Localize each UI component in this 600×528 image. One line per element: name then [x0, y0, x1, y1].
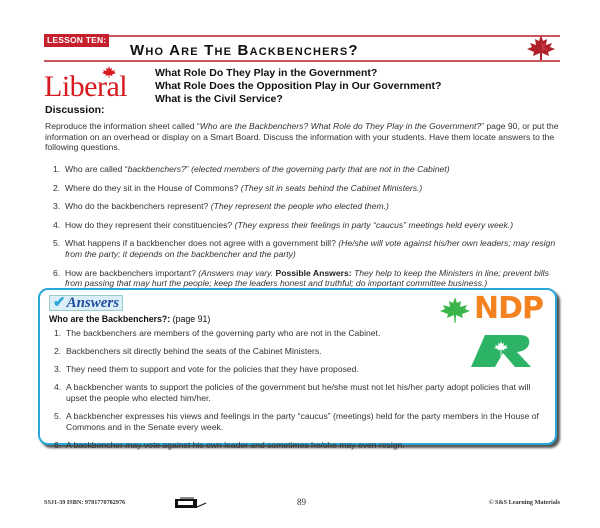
focus-question: What Role Does the Opposition Play in Our Government?	[155, 80, 442, 92]
answers-badge	[49, 295, 123, 311]
question-text: Who are called “	[65, 164, 128, 174]
question-text: Who do the backbenchers represent?	[65, 201, 211, 212]
header-rule-top	[44, 35, 560, 37]
question-number: 4.	[53, 219, 61, 230]
discussion-heading: Discussion:	[45, 104, 105, 116]
answer-item	[54, 440, 549, 451]
question-text: Where do they sit in the House of Commons?	[65, 182, 241, 193]
page-title: Who Are The Backbenchers?	[130, 42, 359, 59]
focus-questions	[155, 67, 441, 106]
ndp-logo	[440, 291, 582, 326]
question-item	[53, 164, 568, 175]
question-number: 5.	[53, 238, 61, 249]
liberal-wordmark: Liberal	[44, 70, 128, 103]
question-item	[53, 183, 568, 194]
page-number: 89	[297, 497, 306, 507]
answers-subtitle	[49, 314, 210, 324]
maple-leaf-icon	[526, 34, 556, 61]
answers-subtitle-title: Who are the Backbenchers?:	[49, 314, 171, 324]
isbn-code: SSJ1-39 ISBN: 9781770782976	[44, 499, 126, 506]
question-text: What happens if a backbencher does not agree with a government bill?	[65, 238, 339, 249]
question-answer: (They represent the people who elected them.)	[210, 201, 389, 212]
question-text: How do they represent their constituencies?	[65, 219, 235, 230]
answer-text: A backbencher wants to support the policies of the government but he/she must not let his/her party adopt policies that will upset the people who elected him/her.	[66, 382, 531, 403]
answer-text: Backbenchers sit directly behind the seats of the Cabinet Ministers.	[66, 346, 322, 357]
question-number: 3.	[53, 201, 61, 212]
answers-badge-label: Answers	[66, 295, 120, 311]
question-text: How are backbenchers important?	[65, 267, 199, 278]
answer-number: 1.	[54, 328, 62, 338]
question-answer: They help to keep the Ministers in line; prevent bills from passing that may hurt the people; keep the leaders honest and truthful; do important committee business.)	[65, 267, 549, 289]
question-text: ”	[185, 164, 192, 174]
question-answer: (elected members of the governing party that are not in the Cabinet)	[191, 164, 450, 174]
answer-item	[54, 382, 549, 403]
answer-number: 5.	[54, 410, 62, 421]
question-item	[53, 201, 568, 212]
answer-number: 3.	[54, 364, 62, 375]
answer-number: 4.	[54, 382, 62, 393]
question-item	[53, 268, 568, 289]
possible-answers-label: Possible Answers:	[275, 267, 352, 278]
discussion-questions	[53, 164, 568, 297]
answer-text: The backbenchers are members of the governing party who are not in the Cabinet.	[66, 328, 381, 338]
reform-party-logo	[471, 335, 533, 367]
ndp-wordmark: NDP	[474, 291, 543, 326]
question-item	[53, 238, 568, 259]
copyright: © S&S Learning Materials	[488, 499, 560, 506]
answer-number: 2.	[54, 346, 62, 357]
liberal-logo	[44, 66, 128, 102]
answer-text: A backbencher may vote against his own leader and sometimes he/she may even resign.	[66, 439, 405, 450]
checkmark-icon: ✔	[53, 295, 66, 311]
focus-question: What Role Do They Play in the Government?	[155, 67, 378, 79]
intro-text: Reproduce the information sheet called “	[45, 121, 200, 131]
lesson-header	[44, 34, 560, 62]
page-footer	[44, 497, 560, 511]
question-number: 6.	[53, 267, 61, 278]
question-number: 2.	[53, 182, 61, 193]
answer-number: 6.	[54, 439, 62, 450]
question-number: 1.	[53, 164, 61, 174]
intro-sheet-title: Who are the Backbenchers? What Role do They Play in the Government?	[199, 121, 482, 131]
discussion-intro	[45, 121, 565, 153]
answers-page-ref: (page 91)	[170, 314, 211, 324]
lesson-tag: LESSON TEN:	[44, 34, 109, 47]
header-rule-bottom	[44, 60, 560, 62]
photocopier-icon	[174, 497, 209, 509]
green-maple-leaf-icon	[440, 297, 470, 323]
question-answer: (They sit in seats behind the Cabinet Ministers.)	[240, 182, 423, 193]
answer-text: They need them to support and vote for the policies that they have proposed.	[66, 364, 359, 375]
answer-item	[54, 411, 549, 432]
answer-text: A backbencher expresses his views and feelings in the party “caucus” (meetings) held for the party members in the House of Commons and in the Senate every week.	[66, 410, 539, 432]
question-item	[53, 220, 568, 231]
question-answer: (He/she will vote against his/her own leaders; may resign from the party; it depends on the backbencher and the party)	[65, 238, 556, 259]
intro-text: ” page 90, or put the information on an overhead or display on a Smart Board. Discuss the information with your students. Have them locate answers to the following questions.	[45, 121, 559, 153]
question-answer: (Answers may vary.	[198, 267, 276, 278]
question-answer: (They express their feelings in party “caucus” meetings held every week.)	[234, 219, 514, 230]
question-term: backbenchers?	[127, 164, 186, 174]
focus-question: What is the Civil Service?	[155, 93, 283, 105]
